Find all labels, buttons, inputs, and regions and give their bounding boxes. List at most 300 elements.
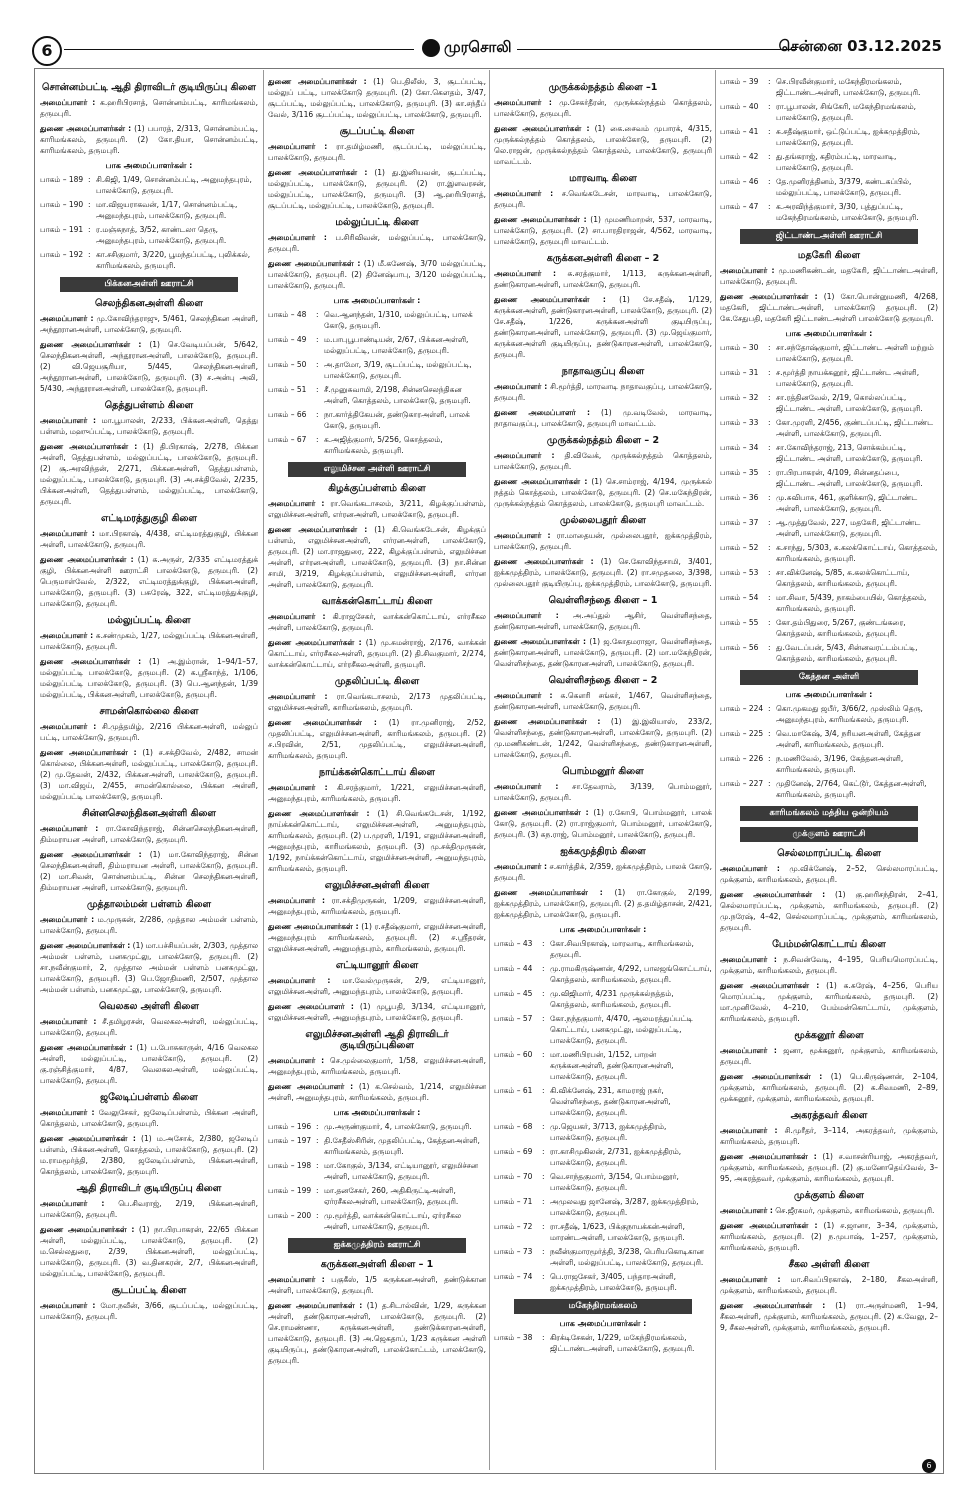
booth-row: [720, 392, 938, 414]
role-label: துணை அமைப்பாளர்கள் :: [268, 922, 359, 931]
role-label: அமைப்பாளர் :: [720, 1126, 778, 1135]
appointee-details: (1) ம.அசோக், 2/380, ஜலேடிப் பள்ளம், பிக்கனஅள்ளி, கொத்தலம், பாலக்கோடு, தருமபுரி. (2) ம.ராமமூர்த்தி, 2/380, ஜலேடிப்பள்ளம், பிக்கனஅள்ளி, கொத்தலம், பாலக்கோடு, தருமபுரி.: [40, 1134, 258, 1176]
booth-number: பாகம் – 33: [720, 418, 759, 427]
booth-number: பாகம் – 43: [494, 939, 533, 948]
branch-heading: முல்லைபதூர் கிளை: [559, 515, 646, 526]
appointment-paragraph: [40, 123, 258, 156]
branch-heading: ஜலேடிப்பள்ளம் கிளை: [100, 1092, 198, 1103]
booth-organiser: செ.பிரவீன்குமார், மகேந்திரமங்கலம், ஜிட்டாண்டஅள்ளி, பாலக்கோடு, தருமபுரி.: [776, 77, 921, 97]
separator: :: [768, 518, 771, 527]
section-banner: ஐக்கமுத்திரம் ஊராட்சி: [288, 1238, 466, 1253]
appointment-paragraph: [40, 721, 258, 743]
role-label: அமைப்பாளர் :: [40, 1108, 95, 1117]
role-label: துணை அமைப்பாளர்கள் :: [494, 215, 587, 224]
appointee-details: (1) சு.அருள், 2/335 எட்டிமரத்துக் குழி, பிக்கனஅள்ளி ஊராட்சி பாலக்கோடு, தருமபுரி. (2) பெருமாள்வேல், 2/322, எட்டிமரத்துக்குழி, பிக்கனஅள்ளி, பாலக்கோடு, தருமபுரி. (3) பசுரேஷ், 322, எட்டிமரத்துக்குழி, பாலக்கோடு, தருமபுரி.: [40, 555, 258, 608]
appointee-details: (1) ரா.கோகுல், 2/199, ஐக்கமுத்திரம், பாலக்கோடு, தருமபுரி. (2) த.தமிழ்தாசன், 2/421, ஐக்கமுத்திரம், பாலக்கோடு, தருமபுரி.: [494, 888, 712, 919]
separator: :: [768, 593, 771, 602]
booth-organiser: சு.சதீஷ்குமார், ஒட்டுப்பட்டி, ஐக்கமுத்திரம், பாலக்கோடு, தருமபுரி.: [776, 127, 921, 147]
booth-number: பாகம் – 42: [720, 152, 759, 161]
appointee-details: மா.சிவப்பிரகாஷ், 2–180, சீகலஅள்ளி, முக்குளம், காரிமங்கலம், தருமபுரி.: [720, 1275, 938, 1295]
booth-organiser: கோ.தம்பிதுரை, 5/267, குண்டங்கரை, கொத்தலம், காரிமங்கலம், தருமபுரி.: [776, 618, 906, 638]
booth-number: பாகம் – 40: [720, 102, 759, 111]
booth-number: பாகம் – 37: [720, 518, 759, 527]
role-label: அமைப்பாளர் :: [40, 1199, 105, 1208]
appointee-details: (1) ச.வாசன்ரியாஜ், அகரத்தவர், முக்குளம், காரிமங்கலம், தருமபுரி. (2) கு.மனோதெய்வேல், 3–95, அகரத்தவர், முக்குளம், காரிமங்கலம், தருமபுரி.: [720, 1152, 938, 1183]
branch-heading: ஐக்கமுத்திரம் கிளை: [560, 846, 646, 857]
separator: :: [542, 1222, 545, 1231]
role-label: அமைப்பாளர் :: [494, 269, 556, 278]
role-label: அமைப்பாளர் :: [40, 529, 95, 538]
newspaper-logo-icon: [422, 39, 440, 57]
separator: :: [768, 127, 771, 136]
booth-row: [720, 367, 938, 389]
appointee-details: ரா.வெங்கடாசலம், 2/173 முதலிப்பட்டி, எலுமிச்சனஅள்ளி, காரிமங்கலம், தருமபுரி.: [268, 692, 486, 712]
role-label: துணை அமைப்பாளர்கள் :: [40, 850, 142, 859]
booth-row: [494, 1221, 712, 1243]
appointee-details: (1) தி.பிரகாஷ், 2/278, பிக்கன அள்ளி, தெத்துபள்ளம், மல்லுப்பட்டி, பாலக்கோடு, தருமபுரி. (2) சூ.அரவிந்தன், 2/271, பிக்கனஅள்ளி, தெத்துபள்ளம், மல்லுப்பட்டி, பாலக்கோடு, தருமபுரி. (3) அ.சக்திவேல், 2/235, பிக்கனஅள்ளி, தெத்துபள்ளம், மல்லுப்பட்டி, பாலக்கோடு, தருமபுரி.: [40, 442, 258, 506]
role-label: அமைப்பாளர் :: [720, 955, 777, 964]
separator: :: [768, 202, 771, 211]
appointment-paragraph: [40, 528, 258, 550]
branch-heading: மதகேரி கிளை: [797, 250, 861, 261]
separator: :: [316, 1161, 319, 1170]
appointment-paragraph: [40, 339, 258, 394]
appointment-paragraph: [720, 1205, 938, 1216]
branch-heading: தெத்துபள்ளம் கிளை: [104, 400, 194, 411]
role-label: துணை அமைப்பாளர்கள் :: [494, 295, 606, 304]
role-label: அமைப்பாளர் :: [40, 98, 96, 107]
dateline: சென்னை 03.12.2025: [778, 37, 942, 55]
role-label: துணை அமைப்பாளர்கள் :: [720, 981, 820, 990]
appointee-details: (1) சே.சதீஷ், 1/129, கருக்கனஅள்ளி, தண்டுகாரனஅள்ளி, பாலக்கோடு, தருமபுரி. (2) சே.சதீஷ், 1/226, கருக்கனஅள்ளி குடியிருப்பு, தண்டுகாரனஅள்ளி, பாலக்கோடு, தருமபுரி. (3) மு.ஜெய்குமார், கருக்கனஅள்ளி குடியிருப்பு, தண்டுகாரனஅள்ளி, பாலக்கோடு, தருமபுரி.: [494, 295, 712, 359]
booth-number: பாகம் – 60: [494, 1050, 533, 1059]
page-number: 6: [32, 36, 62, 66]
booth-row: [494, 963, 712, 985]
booth-row: [720, 76, 938, 98]
booth-row: [720, 151, 938, 173]
role-label: துணை அமைப்பாளர்கள் :: [720, 292, 818, 301]
booth-number: பாகம் – 72: [494, 1222, 533, 1231]
subheading: பாக அமைப்பாளர்கள் :: [785, 329, 873, 338]
separator: :: [768, 643, 771, 652]
separator: :: [768, 343, 771, 352]
appointee-details: (1) ரா.முனிராஜ், 2/52, முதலிப்பட்டி, எலுமிச்சனஅள்ளி, காரிமங்கலம், தருமபுரி. (2) ச.பிரவின், 2/51, முதலிப்பட்டி, எலுமிச்சனஅள்ளி, காரிமங்கலம், தருமபுரி.: [268, 718, 486, 760]
appointment-paragraph: [268, 258, 486, 291]
appointee-details: சி.மூர்த்தி, மாரவாடி நாதாவகுப்பு, பாலக்கோடு, தருமபுரி.: [494, 382, 712, 402]
booth-row: [268, 359, 486, 381]
separator: :: [316, 410, 319, 419]
appointee-details: (1) மீ.கணேஷ், 3/70 மல்லுப்பட்டி, பாலக்கோடு, தருமபுரி. (2) தினேஷ்பாபு, 3/120 மல்லுப்பட்டி, பாலக்கோடு, தருமபுரி.: [268, 259, 486, 290]
booth-row: [40, 224, 258, 246]
appointee-details: மு.சேகர்தீரன், முருக்கல்நத்தம் கொத்தலம், பாலக்கோடு, தருமபுரி.: [494, 98, 712, 118]
appointment-paragraph: [494, 807, 712, 840]
separator: :: [88, 225, 91, 234]
separator: :: [768, 468, 771, 477]
role-label: துணை அமைப்பாளர்கள் :: [40, 1134, 136, 1143]
role-label: அமைப்பாளர் :: [268, 692, 328, 701]
appointee-details: (1) கு.ஹரிசந்திரன், 2–41, செல்லமாரப்பட்டி, முக்குளம், காரிமங்கலம், தருமபுரி. (2) மு.நரேஷ், 4–42, செல்லமாரப்பட்டி, முக்குளம், காரிமங்கலம், தருமபுரி.: [720, 890, 938, 932]
booth-organiser: ரா.சதீஷ், 1/623, பிக்குநாயக்கன்அள்ளி, மாரண்டஅள்ளி, பாலக்கோடு, தருமபுரி.: [550, 1222, 685, 1242]
appointee-details: மா.பூபாலன், 2/233, பிக்கனஅள்ளி, தெத்து பள்ளம், மஹுப்பட்டி, பாலக்கோடு, தருமபுரி.: [40, 416, 258, 436]
booth-row: [720, 126, 938, 148]
appointment-paragraph: [40, 1107, 258, 1129]
booth-number: பாகம் – 199: [268, 1186, 312, 1195]
branch-heading: மல்லுப்பட்டி கிளை: [335, 217, 419, 228]
separator: :: [316, 435, 319, 444]
appointee-details: (1) மு.வடிவேல், மாரவாடி, நாதாவகுப்பு, பாலக்கோடு, தருமபுரி மாவட்டம்.: [494, 408, 712, 428]
appointment-paragraph: [268, 232, 486, 254]
appointment-paragraph: [268, 921, 486, 954]
appointee-details: (1) மு.சுமன்ராஜ், 2/176, வாக்கன் கொட்டாய், எர்ரசீகலஅள்ளி, தருமபுரி. (2) தி.சிவகுமார், 2/274, வாக்கன்கொட்டாய், எர்ரசீகலஅள்ளி, தருமபுரி.: [268, 638, 486, 669]
appointment-paragraph: [40, 1016, 258, 1038]
appointee-details: (1) து.இனியவன், சூடப்பட்டி, மல்லுப்பட்டி, பாலக்கோடு, தருமபுரி. (2) ரா.இளவரசன், மல்லுப்பட்டி, பாலக்கோடு, தருமபுரி. (3) ஆ.ஹரிபிரசாத், சூடப்பட்டி, மல்லுப்பட்டி, பாலக்கோடு, தருமபுரி.: [268, 168, 487, 210]
branch-heading: வாக்கன்கொட்டாய் கிளை: [321, 596, 433, 607]
branch-heading: பொம்மனூர் கிளை: [562, 766, 644, 777]
booth-number: பாகம் – 48: [268, 310, 307, 319]
booth-organiser: ர.மஞ்சுநாத், 3/52, காண்டலா தெரு, அனுமந்தபுரம், பாலக்கோடு, தருமபுரி.: [96, 225, 227, 245]
masthead: [32, 34, 942, 64]
booth-row: [720, 201, 938, 223]
section-banner: மகேந்திரமங்கலம்: [514, 1299, 692, 1314]
booth-number: பாகம் – 57: [494, 1014, 533, 1023]
booth-number: பாகம் – 36: [720, 493, 759, 502]
branch-heading: எட்டியானூர் கிளை: [335, 960, 419, 971]
branch-heading: வெள்ளிசந்தை கிளை – 2: [548, 675, 658, 686]
booth-organiser: ஆ.முத்துவேல், 227, மதகேரி, ஜிட்டாண்ட அள்ளி, பாலக்கோடு, தருமபுரி.: [776, 518, 921, 538]
separator: :: [316, 1136, 319, 1145]
role-label: துணை அமைப்பாளர்கள் :: [40, 555, 134, 564]
branch-heading: மல்லுப்பட்டி கிளை: [107, 615, 191, 626]
role-label: அமைப்பாளர் :: [720, 1046, 777, 1055]
appointment-paragraph: [720, 1220, 938, 1253]
appointee-details: (1) க.சுரேஷ், 4–256, பெரிய மொரப்பட்டி, முக்குளம், காரிமங்கலம், தருமபுரி. (2) மா.முனிவேல், 4–210, பேம்மன்கொட்டாய், முக்குளம், காரிமங்கலம், தருமபுரி.: [720, 981, 938, 1023]
separator: :: [542, 1050, 545, 1059]
booth-organiser: ரா.பிரபாகரன், 4/109, சின்னதப்பை, ஜிட்டாண்ட அள்ளி, பாலக்கோடு, தருமபுரி.: [776, 468, 923, 488]
booth-row: [720, 467, 938, 489]
booth-organiser: க.சாந்து, 5/303, சு.கலக்கொட்டாய், கொத்தலம், காரிமங்கலம், தருமபுரி.: [776, 543, 938, 563]
appointee-details: ப.சிரிவிவன், மல்லுப்பட்டி, பாலக்கோடு, தருமபுரி.: [268, 233, 486, 253]
branch-heading: சூடப்பட்டி கிளை: [339, 126, 415, 137]
booth-row: [268, 1135, 486, 1157]
appointment-paragraph: [720, 980, 938, 1024]
section-banner: கேத்தன அள்ளி: [740, 670, 918, 685]
separator: :: [88, 250, 91, 259]
role-label: துணை அமைப்பாளர்கள் :: [40, 442, 138, 451]
booth-organiser: மா.மணிபிரபன், 1/152, பாறன் கருக்கனஅள்ளி, தண்டுகாரனஅள்ளி, பாலக்கோடு, தருமபுரி.: [550, 1050, 674, 1081]
booth-row: [40, 199, 258, 221]
appointee-details: க.ஹரிபிரசாத், சொன்னம்பட்டி, காரிமங்கலம், தருமபுரி.: [40, 98, 258, 118]
role-label: துணை அமைப்பாளர்கள் :: [494, 124, 590, 133]
separator: :: [316, 1122, 319, 1131]
role-label: துணை அமைப்பாளர்கள் :: [494, 808, 589, 817]
booth-row: [40, 174, 258, 196]
separator: :: [768, 779, 771, 788]
appointee-details: ச.வெங்கடேசன், மாரவாடி, பாலக்கோடு, தருமபுரி.: [494, 189, 712, 209]
booth-number: பாகம் – 66: [268, 410, 307, 419]
role-label: அமைப்பாளர் :: [268, 1056, 325, 1065]
booth-organiser: சா.கோவிந்தராஜ், 213, சொக்கம்பட்டி, ஜிட்டாண்ட அள்ளி, பாலக்கோடு, தருமபுரி.: [776, 443, 923, 463]
branch-heading: கிழக்குப்பள்ளம் கிளை: [328, 483, 426, 494]
role-label: அமைப்பாளர் :: [40, 314, 94, 323]
booth-row: [494, 1146, 712, 1168]
booth-organiser: மு.ராமகிருஷ்ணன், 4/292, பாலஜங்கொட்டாய், கொத்தலம், காரிமங்கலம், தருமபுரி.: [550, 964, 712, 984]
booth-row: [268, 1160, 486, 1182]
separator: :: [542, 1333, 545, 1342]
booth-organiser: மு.விஜிமார், 4/231 முருக்கல்நத்தம், கொத்தலம், காரிமங்கலம், தருமபுரி.: [550, 989, 674, 1009]
separator: :: [768, 152, 771, 161]
appointee-details: (1) க.செல்வம், 1/214, எலுமிச்சன அள்ளி, அனுமந்தபுரம், காரிமங்கலம், தருமபுரி.: [268, 1082, 486, 1102]
separator: :: [768, 729, 771, 738]
appointment-paragraph: [494, 556, 712, 589]
booth-row: [494, 1246, 712, 1268]
section-banner: முக்குளம் ஊராட்சி: [740, 827, 918, 842]
booth-row: [720, 728, 938, 750]
booth-number: பாகம் – 41: [720, 127, 759, 136]
booth-organiser: கோ.சிவபிரகாஷ், மாரவாடி, காரிமங்கலம், தருமபுரி.: [550, 939, 694, 959]
appointment-paragraph: [494, 716, 712, 760]
role-label: துணை அமைப்பாளர் :: [494, 408, 590, 417]
booth-row: [720, 642, 938, 664]
booth-row: [720, 542, 938, 564]
booth-row: [268, 309, 486, 331]
role-label: துணை அமைப்பாளர்கள் :: [494, 888, 603, 897]
booth-organiser: சீ.முனுசுவாமி, 2/198, சின்னசெலந்திகன அள்ளி, கொத்தலம், பாலக்கோடு, தருமபுரி.: [324, 385, 471, 405]
branch-heading: எட்டிமரத்துகுழி கிளை: [101, 513, 197, 524]
booth-organiser: முதினேஷ், 2/764, கெட்டூர், கேத்தனஅள்ளி, காரிமங்கலம், தருமபுரி.: [776, 779, 927, 799]
booth-number: பாகம் – 198: [268, 1161, 312, 1170]
appointee-details: சீ.தமிழரசன், வெலகலஅள்ளி, மல்லுப்பட்டி, பாலக்கோடு, தருமபுரி.: [40, 1017, 258, 1037]
separator: :: [316, 1186, 319, 1195]
booth-organiser: கி.விக்னேஷ், 231, காமராஜ் நகர், வெள்ளிசந்தை, தண்டுகாரனஅள்ளி, பாலக்கோடு, தருமபுரி.: [550, 1086, 671, 1117]
booth-row: [494, 1332, 712, 1354]
role-label: துணை அமைப்பாளர்கள் :: [268, 168, 368, 177]
branch-heading: நாதாவகுப்பு கிளை: [561, 366, 645, 377]
masthead-rule-left: [64, 49, 414, 50]
appointment-paragraph: [40, 914, 258, 936]
booth-organiser: மா.விஜயராகவன், 1/17, சொன்னம்பட்டி, அனுமந்தபுரம், பாலக்கோடு, தருமபுரி.: [96, 200, 238, 220]
booth-organiser: கிரக்டிசேகன், 1/229, மகேந்திரமங்கலம், ஜிட்டாண்டஅள்ளி, பாலக்கோடு, தருமபுரி.: [550, 1333, 695, 1353]
appointment-paragraph: [494, 407, 712, 429]
appointment-paragraph: [494, 214, 712, 247]
booth-row: [494, 1121, 712, 1143]
appointee-details: சு.கௌரி சங்கர், 1/467, வெள்ளிசந்தை, தண்டுகாரனஅள்ளி, பாலக்கோடு, தருமபுரி.: [494, 691, 712, 711]
column-2: [268, 76, 486, 1370]
role-label: துணை அமைப்பாளர்கள் :: [268, 77, 367, 86]
appointment-paragraph: [268, 1274, 486, 1296]
role-label: அமைப்பாளர் :: [494, 382, 548, 391]
role-label: அமைப்பாளர் :: [494, 451, 555, 460]
booth-number: பாகம் – 196: [268, 1122, 312, 1131]
appointment-paragraph: [268, 611, 486, 633]
appointee-details: (1) அ.இம்ரான், 1–94/1–57, மல்லுப்பட்டி பாலக்கோடு, தருமபுரி. (2) க.ஸ்ரீகாந்த், 1/106, மல்லுப்பட்டி பாலக்கோடு, தருமபுரி. (3) பெ.ஆனந்தன், 1/39 மல்லுப்பட்டி, பிக்கனஅள்ளி, பாலக்கோடு, தருமபுரி.: [40, 657, 258, 699]
role-label: அமைப்பாளர் :: [40, 824, 99, 833]
booth-number: பாகம் – 189: [40, 175, 84, 184]
booth-number: பாகம் – 191: [40, 225, 84, 234]
booth-organiser: மா.கோகுல், 3/134, எட்டியானூர், எலுமிச்சன அள்ளி, பாலக்கோடு, தருமபுரி.: [324, 1161, 479, 1181]
column-divider: [489, 70, 490, 1470]
branch-heading: முருக்கல்நத்தம் கிளை –1: [548, 82, 658, 93]
appointee-details: பெ.சிவராஜ், 2/19, பிக்கனஅள்ளி, பாலக்கோடு, தருமபுரி.: [40, 1199, 258, 1219]
booth-organiser: தி.சேதீஸ்சிரின், முதலிப்பட்டி, கேத்தனஅள்ளி, காரிமங்கலம், தருமபுரி.: [324, 1136, 480, 1156]
appointment-paragraph: [40, 849, 258, 893]
booth-row: [268, 1121, 486, 1132]
role-label: துணை அமைப்பாளர்கள் :: [720, 1072, 823, 1081]
section-banner: எலுமிச்சன அள்ளி ஊராட்சி: [288, 462, 466, 477]
subheading: பாக அமைப்பாளர்கள் :: [333, 296, 421, 305]
role-label: அமைப்பாளர் :: [268, 1275, 325, 1284]
branch-heading: எலுமிச்சனஅள்ளி கிளை: [324, 880, 430, 891]
booth-row: [40, 249, 258, 271]
booth-row: [720, 778, 938, 800]
branch-heading: முக்குளம் கிளை: [794, 1190, 864, 1201]
booth-row: [720, 417, 938, 439]
masthead-rule-right: [517, 49, 797, 50]
booth-number: பாகம் – 226: [720, 754, 764, 763]
subheading: பாக அமைப்பாளர்கள் :: [333, 1108, 421, 1117]
separator: :: [768, 177, 771, 186]
role-label: அமைப்பாளர் :: [720, 864, 780, 873]
booth-organiser: க.அஜித்குமார், 5/256, கொத்தலம், காரிமங்கலம், தருமபுரி.: [324, 435, 443, 455]
booth-organiser: அமுலவது ஜானேஷ், 3/287, ஐக்கமுத்திரம், பாலக்கோடு, தருமபுரி.: [550, 1197, 699, 1217]
booth-number: பாகம் – 38: [494, 1333, 533, 1342]
appointee-details: சா.தேவராம், 3/139, பொம்மனூர், பாலக்கோடு, தருமபுரி.: [494, 782, 712, 802]
appointment-paragraph: [720, 265, 938, 287]
appointee-details: (1) கை.சைவம் முபாரக், 4/315, முருக்கல்நத்தம் கொத்தலம், பாலக்கோடு, தருமபுரி. (2) லெ.ராஜன், முருக்கல்நத்தம் கொத்தலம், பாலக்கோடு, தருமபுரி மாவட்டம்.: [494, 124, 712, 166]
branch-heading: சாமன்கொல்லை கிளை: [99, 706, 199, 717]
separator: :: [542, 1272, 545, 1281]
role-label: துணை அமைப்பாளர்கள் :: [268, 638, 362, 647]
booth-row: [720, 567, 938, 589]
booth-number: பாகம் – 61: [494, 1086, 533, 1095]
role-label: துணை அமைப்பாளர்கள் :: [40, 1043, 133, 1052]
appointee-details: சு.சரத்குமார், 1/113, கருக்கனஅள்ளி, தண்டுகாரனஅள்ளி, பாலக்கோடு, தருமபுரி.: [494, 269, 712, 289]
appointee-details: (1) ர.கோபி, பொம்மனூர், பாலக் கோடு, தருமபுரி. (2) ரா.ராஜ்குமார், பொம்மனூர், பாலக்கோடு, தருமபுரி. (3) சுந.ராஜ், பொம்மனூர், பாலக்கோடு, தருமபுரி.: [494, 808, 712, 839]
appointment-paragraph: [268, 76, 486, 120]
role-label: துணை அமைப்பாளர்கள் :: [268, 259, 361, 268]
role-label: துணை அமைப்பாளர்கள் :: [268, 525, 368, 534]
separator: :: [542, 964, 545, 973]
appointment-paragraph: [720, 863, 938, 885]
booth-organiser: மு.ஜெயகர், 3/713, ஐக்கமுத்திரம், பாலக்கோடு, தருமபுரி.: [550, 1122, 667, 1142]
appointment-paragraph: [40, 1198, 258, 1220]
appointee-details: சி.முரீதர், 3–114, அகரத்தவர், முக்குளம், காரிமங்கலம், தருமபுரி.: [720, 1126, 938, 1146]
role-label: துணை அமைப்பாளர்கள் :: [494, 477, 588, 486]
booth-row: [720, 176, 938, 198]
appointment-paragraph: [494, 781, 712, 803]
separator: :: [768, 704, 771, 713]
booth-row: [494, 938, 712, 960]
appointment-paragraph: [720, 291, 938, 324]
appointment-paragraph: [494, 530, 712, 552]
appointee-details: கி.ராஜசேகர், வாக்கன்கொட்டாய், எர்ரசீகல அள்ளி, பாலக்கோடு, தருமபுரி.: [268, 612, 486, 632]
role-label: அமைப்பாளர் :: [494, 782, 559, 791]
role-label: அமைப்பாளர் :: [494, 98, 552, 107]
booth-number: பாகம் – 45: [494, 989, 533, 998]
booth-row: [494, 988, 712, 1010]
booth-row: [268, 384, 486, 406]
booth-number: பாகம் – 67: [268, 435, 307, 444]
branch-heading: எலுமிச்சனஅள்ளி ஆதி திராவிடர் குடியிருப்புகிளை: [305, 1029, 449, 1051]
branch-heading: செலந்திகனஅள்ளி கிளை: [95, 298, 203, 309]
role-label: துணை அமைப்பாளர் :: [268, 1082, 354, 1091]
booth-row: [494, 1196, 712, 1218]
branch-heading: வெலகல அள்ளி கிளை: [99, 1001, 199, 1012]
appointment-paragraph: [268, 895, 486, 917]
booth-number: பாகம் – 32: [720, 393, 759, 402]
booth-organiser: கோ.நந்தகுமார், 4/470, ஆலமரத்துப்பட்டி கொட்டாய், பனகமுட்லு, மல்லுப்பட்டி, பாலக்கோடு, தருமபுரி.: [550, 1014, 693, 1045]
booth-row: [268, 434, 486, 456]
separator: :: [316, 360, 319, 369]
booth-organiser: சா.ரத்தினவேல், 2/19, கொல்லப்பட்டி, ஜிட்டாண்ட அள்ளி, பாலக்கோடு, தருமபுரி.: [776, 393, 923, 413]
booth-organiser: மு.அருண்குமார், 4, பாலக்கோடு, தருமபுரி.: [324, 1122, 472, 1131]
booth-row: [494, 1271, 712, 1293]
role-label: அமைப்பாளர் :: [268, 976, 331, 985]
separator: :: [316, 385, 319, 394]
role-label: துணை அமைப்பாளர்கள் :: [494, 557, 594, 566]
booth-number: பாகம் – 190: [40, 200, 84, 209]
booth-row: [268, 1185, 486, 1207]
column-4: [720, 76, 938, 1337]
appointee-details: ரா.மாதையன், முல்லைபதூர், ஐக்கமுத்திரம், பாலக்கோடு, தருமபுரி.: [494, 531, 712, 551]
appointment-paragraph: [720, 1125, 938, 1147]
appointee-details: மா.பிரகாஷ், 4/438, எட்டிமரத்துகுழி, பிக்கன அள்ளி, பாலக்கோடு, தருமபுரி.: [40, 529, 258, 549]
branch-heading: பேம்மன்கொட்டாய் கிளை: [772, 939, 886, 950]
appointee-details: ந.சிவன்வேடி, 4–195, பெரியமொரப்பட்டி, முக்குளம், காரிமங்கலம், தருமபுரி.: [720, 955, 938, 975]
appointment-paragraph: [720, 954, 938, 976]
role-label: அமைப்பாளர் :: [268, 499, 325, 508]
appointee-details: (1) கி.வெங்கடேசன், கிழக்குப் பள்ளம், எலுமிச்சனஅள்ளி, எர்ரனஅள்ளி, பாலக்கோடு, தருமபுரி. (2) மா.ராஜதுரை, 222, கிழக்குப்பள்ளம், எலுமிச்சன அள்ளி, எர்ரனஅள்ளி, பாலக்கோடு, தருமபுரி. (3) நா.சின்ன சாமி, 3/219, கிழக்குப்பள்ளம், எலுமிச்சனஅள்ளி, எர்ரன அள்ளி, பாலக்கோடு, தருமபுரி.: [268, 525, 486, 589]
appointee-details: (1) பெ.கிருஷ்ணன், 2–104, முக்குளம், காரிமங்கலம், தருமபுரி. (2) க.சிவமணி, 2–89, மூக்கனூர், முக்குளம், காரிமங்கலம், தருமபுரி.: [720, 1072, 938, 1103]
appointee-details: (1) பெ.திலீஸ், 3, சூடப்பட்டி, மல்லுப் பட்டி, பாலக்கோடு தருமபுரி. (2) கோ.கௌதம், 3/47, சூடப்பட்டி, மல்லுப்பட்டி, பாலக்கோடு, தருமபுரி. (3) கா.சந்தீப் வேல், 3/116 சூடப்பட்டி, மல்லுப்பட்டி, பாலக்கோடு, தருமபுரி.: [268, 77, 486, 119]
appointment-paragraph: [40, 656, 258, 700]
appointee-details: கி.சரத்குமார், 1/221, எலுமிச்சனஅள்ளி, அனுமந்தபுரம், காரிமங்கலம், தருமபுரி.: [268, 783, 486, 803]
appointment-paragraph: [40, 1224, 258, 1279]
booth-organiser: கோ.முரளி, 2/456, குண்டப்பட்டி, ஜிட்டாண்ட அள்ளி, பாலக்கோடு, தருமபுரி.: [776, 418, 934, 438]
role-label: துணை அமைப்பாளர்கள் :: [720, 1301, 826, 1310]
booth-number: பாகம் – 56: [720, 643, 759, 652]
appointment-paragraph: [40, 747, 258, 802]
separator: :: [542, 1147, 545, 1156]
role-label: துணை அமைப்பாளர்கள் :: [268, 809, 370, 818]
appointment-paragraph: [268, 782, 486, 804]
appointee-details: மு.விக்னேஷ், 2–52, செல்லமாரப்பட்டி, முக்குளம், காரிமங்கலம், தருமபுரி.: [720, 864, 938, 884]
separator: :: [542, 1172, 545, 1181]
booth-organiser: வெ.மாகேஷ், 3/4, நரியனஅள்ளி, கேத்தன அள்ளி, காரிமங்கலம், தருமபுரி.: [776, 729, 921, 749]
separator: :: [316, 310, 319, 319]
appointment-paragraph: [494, 268, 712, 290]
separator: :: [542, 1247, 545, 1256]
separator: :: [542, 939, 545, 948]
branch-heading: சூடப்பட்டி கிளை: [111, 1285, 187, 1296]
booth-organiser: வெ.ஆனந்தன், 1/310, மல்லுப்பட்டி, பாலக் கோடு, தருமபுரி.: [324, 310, 473, 330]
appointment-paragraph: [494, 294, 712, 360]
booth-organiser: நவீன்குமாரமூர்த்தி, 3/238, பெரியகொடிகான அள்ளி, மல்லுப்பட்டி, பாலக்கோடு, தருமபுரி.: [550, 1247, 704, 1267]
separator: :: [768, 368, 771, 377]
booth-organiser: கொ.முகமது ஜபீர், 3/66/2, முஸ்லிம் தெரு, அனுமந்தபுரம், காரிமங்கலம், தருமபுரி.: [776, 704, 923, 724]
role-label: அமைப்பாளர் :: [40, 1017, 97, 1026]
separator: :: [316, 335, 319, 344]
role-label: அமைப்பாளர் :: [494, 691, 553, 700]
booth-organiser: ம.பாபுபூபாண்டியன், 2/67, பிக்கனஅள்ளி, மல்லுப்பட்டி, பாலக்கோடு, தருமபுரி.: [324, 335, 469, 355]
booth-number: பாகம் – 74: [494, 1272, 533, 1281]
branch-heading: மூக்கனூர் கிளை: [794, 1030, 864, 1041]
appointee-details: (1) த.சிடால்வின், 1/29, கருக்கன அள்ளி, தண்டுகாரனஅள்ளி, பாலக்கோடு, தருமபுரி. (2) செ.ராமண்ணா, கருக்கனஅள்ளி, தண்டுக்காரனஅள்ளி, பாலக்கோடு, தருமபுரி. (3) அ.ஜெகதாப், 1/23 கருக்கன அள்ளி குடியிருப்பு, தண்டுகாரனஅள்ளி, பாலக்கோட்டம், பாலக்கோடு, தருமபுரி.: [268, 1301, 486, 1365]
branch-heading: சொன்னம்பட்டி ஆதி திராவிடர் குடியிருப்பு கிளை: [42, 82, 256, 93]
role-label: அமைப்பாளர் :: [494, 531, 551, 540]
branch-heading: முத்தாலம்மன் பள்ளம் கிளை: [86, 899, 212, 910]
booth-number: பாகம் – 71: [494, 1197, 533, 1206]
branch-heading: ஆதி திராவிடர் குடியிருப்பு கிளை: [76, 1183, 222, 1194]
